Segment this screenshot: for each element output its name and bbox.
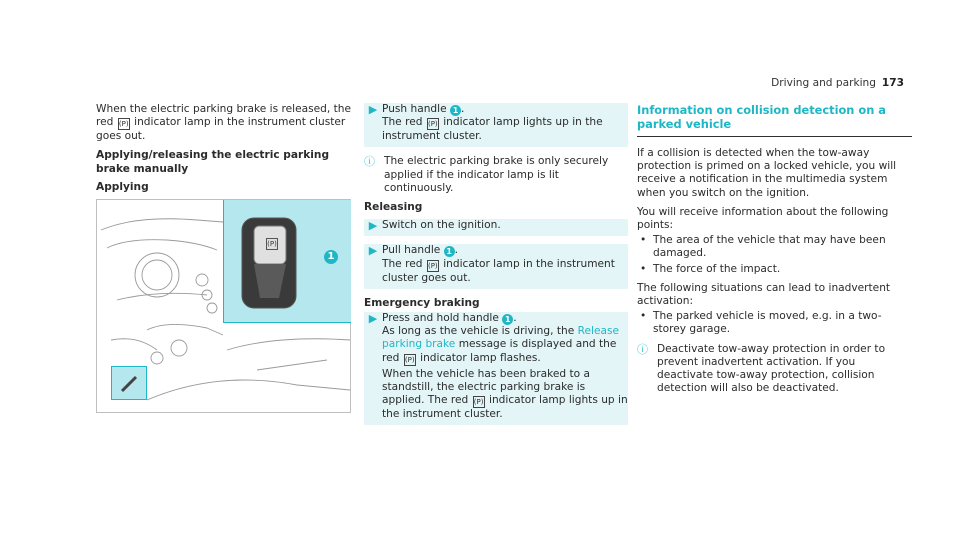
note-secure-application: ⓘ The electric parking brake is only securely applied if the indicator lamp is lit continuously. [364, 155, 609, 194]
dashboard-illustration [96, 199, 351, 413]
step-press-hold: ▶ Press and hold handle 1 . As long as the vehicle is driving, the Release parking brake message is displayed and the red (P) indicator lamp flashes. When the vehicle has been braked to a standstill, the electric parking brake is applied. The red (P) indicator lamp lights up in the instrument cluster. [364, 312, 628, 425]
arrow-right-icon: ▶ [368, 312, 378, 326]
arrow-right-icon: ▶ [368, 244, 378, 258]
list-item: • The force of the impact. [640, 262, 781, 275]
info-icon: ⓘ [364, 155, 375, 169]
column-2 [364, 103, 628, 433]
callout-1-marker: 1 [450, 105, 461, 116]
page-number: 173 [881, 77, 904, 89]
emergency-heading: Emergency braking [364, 296, 480, 309]
list-item: • The area of the vehicle that may have been damaged. [640, 234, 886, 260]
bullet-icon: • [640, 310, 647, 323]
handle-location-marker [111, 366, 147, 400]
page-header [758, 77, 904, 93]
collision-paragraph-3: The following situations can lead to inadvertent activation: [637, 281, 891, 308]
parking-brake-lamp-icon: (P) [427, 120, 438, 129]
intro-paragraph: When the electric parking brake is released, the red (P) indicator lamp in the instrument cluster goes out. [96, 103, 351, 143]
handle-parking-brake-icon: (P) [267, 240, 277, 249]
collision-paragraph-1: If a collision is detected when the tow-away protection is primed on a locked vehicle, you will receive a notification in the multimedia system when you switch on the ignition. [637, 147, 897, 199]
releasing-heading: Releasing [364, 201, 423, 214]
arrow-right-icon: ▶ [368, 103, 378, 116]
callout-1-marker: 1 [324, 250, 338, 264]
section-heading: Applying/releasing the electric parking brake manually [96, 149, 330, 175]
section-title: Driving and parking [771, 77, 876, 89]
parking-brake-lamp-icon: (P) [404, 355, 415, 364]
column-1 [96, 103, 354, 413]
collision-detection-heading: Information on collision detection on a parked vehicle [637, 103, 912, 137]
list-item: • The parked vehicle is moved, e.g. in a two-storey garage. [640, 310, 882, 336]
parking-brake-lamp-icon: (P) [118, 120, 129, 129]
note-deactivate: ⓘ Deactivate tow-away protection in order to prevent inadvertent activation. If you deactivate tow-away protection, collision detection will also be deactivated. [637, 342, 886, 395]
parking-brake-lamp-icon: (P) [427, 261, 438, 270]
information-points-list [637, 234, 912, 276]
bullet-icon: • [640, 262, 647, 275]
callout-1-marker: 1 [444, 246, 455, 257]
situations-list [637, 310, 912, 336]
emergency-block [364, 297, 628, 312]
bullet-icon: • [640, 234, 647, 247]
column-3 [637, 103, 912, 401]
applying-heading: Applying [96, 180, 149, 193]
step-pull-handle: ▶ Pull handle 1 . The red (P) indicator lamp in the instrument cluster goes out. [364, 244, 628, 288]
arrow-right-icon: ▶ [368, 219, 378, 233]
step-ignition: ▶ Switch on the ignition. [364, 219, 628, 236]
callout-1-marker: 1 [502, 314, 513, 325]
collision-paragraph-2: You will receive information about the following points: [637, 205, 889, 232]
parking-brake-lamp-icon: (P) [473, 398, 484, 407]
info-icon: ⓘ [637, 342, 648, 356]
handle-detail-inset [223, 200, 351, 323]
step-push-handle: ▶ Push handle 1 . The red (P) indicator lamp lights up in the instrument cluster. [364, 103, 628, 147]
release-parking-brake-message: Release parking brake [382, 325, 619, 351]
